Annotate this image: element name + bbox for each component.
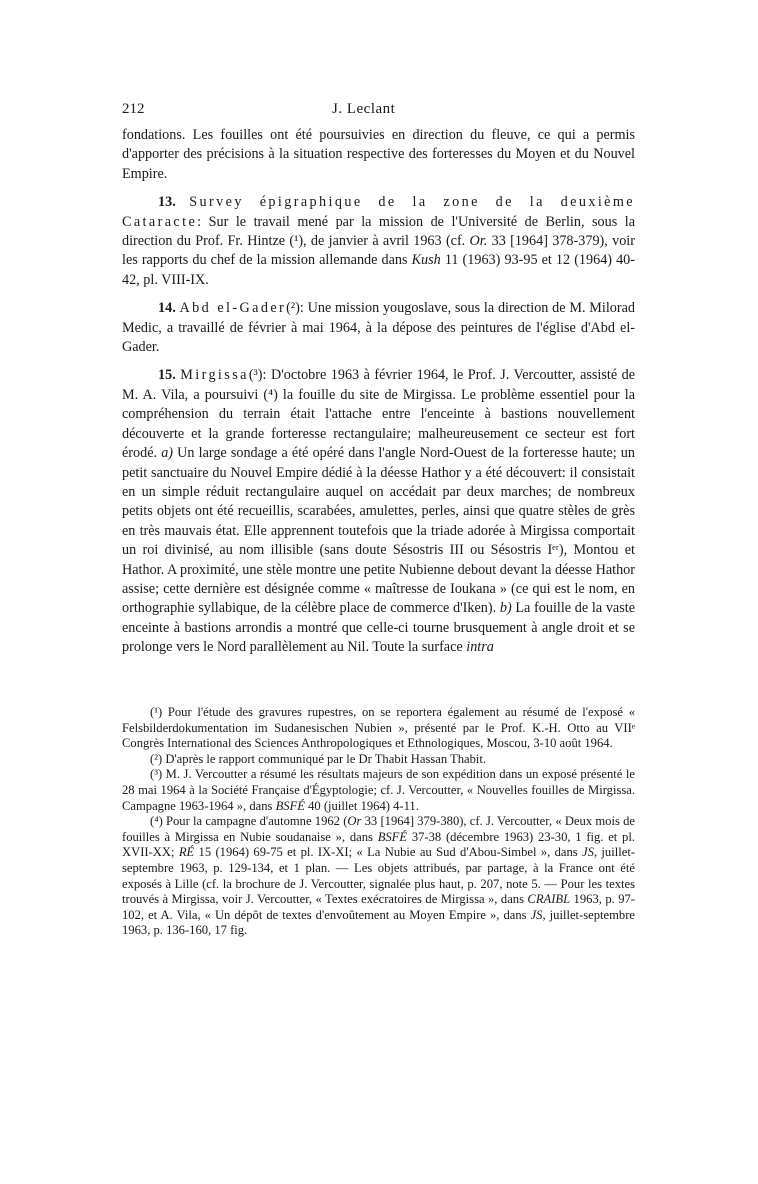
footnote-3: (³) M. J. Vercoutter a résumé les résultats majeurs de son expédition dans un exposé présenté le 28 mai 1964 à la Société Française d'Égyptologie; cf. J. Vercoutter, « Nouvelles fouilles de Mirgissa. Campagne 1963-1964 », dans BSFÉ 40 (juillet 1964) 4-11.	[122, 767, 635, 813]
running-head: J. Leclant	[332, 101, 396, 117]
footnote-1: (¹) Pour l'étude des gravures rupestres, on se reportera également au résumé de l'exposé « Felsbilderdokumentation im Sudanesischen Nubien », présenté par le Prof. K.-H. Otto au VIIᵉ Congrès International des Sciences Anthropologiques et Ethnologiques, Moscou, 3-10 août 1964.	[122, 705, 635, 751]
paragraph-13: 13. Survey épigraphique de la zone de la deuxième Cataracte: Sur le travail mené par la mission de l'Université de Berlin, sous la direction du Prof. Fr. Hintze (¹), de janvier à avril 1963 (cf. Or. 33 [1964] 378-379), voir les rapports du chef de la mission allemande dans Kush 11 (1963) 93-95 et 12 (1964) 40-42, pl. VIII-IX.	[122, 194, 636, 288]
section-number: 13.	[158, 194, 176, 211]
section-number: 15.	[158, 367, 176, 384]
section-title: Mirgissa	[180, 367, 249, 384]
footnotes	[122, 705, 635, 939]
paragraph-15: 15. Mirgissa(³): D'octobre 1963 à février 1964, le Prof. J. Vercoutter, assisté de M. A. Vila, a poursuivi (⁴) la fouille du site de Mirgissa. Le problème essentiel pour la compréhension du terrain était l'attache entre l'enceinte à bastions nouvellement découverte et la grande forteresse rectangulaire; malheureusement ce secteur est fort érodé. a) Un large sondage a été opéré dans l'angle Nord-Ouest de la forteresse haute; un petit sanctuaire du Nouvel Empire dédié à la déesse Hathor y a été découvert: il consistait en un simple réduit rectangulaire auquel on accédait par deux marches; de nombreux petits objets ont été recueillis, scarabées, amulettes, perles, ainsi que quatre stèles de grès en très mauvais état. Elle apprennent toutefois que la triade adorée à Mirgissa comportait un roi divinisé, au nom illisible (sans doute Sésostris III ou Sésostris Iᵉʳ), Montou et Hathor. A proximité, une stèle montre une petite Nubienne debout devant la déesse Hathor assise; cette dernière est désignée comme « maîtresse de Ioukana » (ce qui est le nom, en orthographie syllabique, de la célèbre place de commerce d'Iken). b) La fouille de la vaste enceinte à bastions arrondis a montré que celle-ci tourne brusquement à angle droit et se prolonge vers le Nord parallèlement au Nil. Toute la surface intra	[122, 367, 635, 656]
paragraph-14: 14. Abd el-Gader(²): Une mission yougoslave, sous la direction de M. Milorad Medic, a travaillé de février à mai 1964, à la dépose des peintures de l'église d'Abd el-Gader.	[122, 300, 635, 356]
section-number: 14.	[158, 300, 176, 317]
footnote-2: (²) D'après le rapport communiqué par le Dr Thabit Hassan Thabit.	[150, 751, 487, 766]
page-header	[122, 98, 635, 120]
section-title: Abd el-Gader	[179, 300, 287, 317]
footnote-4: (⁴) Pour la campagne d'automne 1962 (Or 33 [1964] 379-380), cf. J. Vercoutter, « Deux mois de fouilles à Mirgissa en Nubie soudanaise », dans BSFÉ 37-38 (décembre 1963) 23-30, 1 fig. et pl. XVII-XX; RÉ 15 (1964) 69-75 et pl. IX-XI; « La Nubie au Sud d'Abou-Simbel », dans JS, juillet-septembre 1963, p. 129-134, et 1 plan. — Les objets attribués, par partage, à la France ont été exposés à Lille (cf. la brochure de J. Vercoutter, signalée plus haut, p. 207, note 5. — Pour les textes trouvés à Mirgissa, voir J. Vercoutter, « Textes exécratoires de Mirgissa », dans CRAIBL 1963, p. 97-102, et A. Vila, « Un dépôt de textes d'envoûtement au Moyen Empire », dans JS, juillet-septembre 1963, p. 136-160, 17 fig.	[122, 814, 636, 938]
page-number: 212	[122, 101, 145, 117]
page	[122, 98, 636, 938]
body-text	[122, 126, 635, 658]
section-title: Survey épigraphique de la zone de la deuxième Cataracte	[122, 194, 636, 230]
paragraph-continuation: fondations. Les fouilles ont été poursuivies en direction du fleuve, ce qui a permis d'apporter des précisions à la situation respective des forteresses du Moyen et du Nouvel Empire.	[122, 127, 635, 182]
